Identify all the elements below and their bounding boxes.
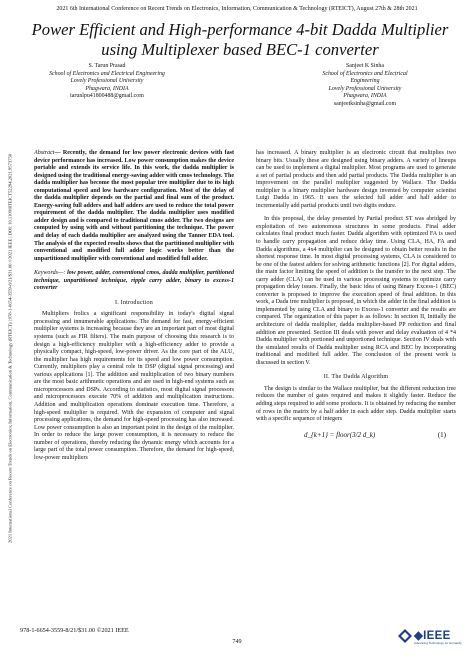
- author-city: Phagwara, INDIA: [85, 85, 129, 92]
- author-name: S. Tarun Prasad: [88, 63, 126, 69]
- ieee-logo: [398, 628, 462, 650]
- abstract-label: Abstract: [34, 150, 55, 156]
- author-email[interactable]: tarunlpu41800488@gmail.com: [70, 93, 144, 100]
- ieee-logo-word: ◆IEEE: [414, 630, 451, 642]
- author-univ: Lovely Professional University: [70, 78, 144, 85]
- footer-isbn: 978-1-6654-3559-8/21/$31.00 ©2021 IEEE: [20, 627, 129, 634]
- equation-number: (1): [437, 430, 446, 439]
- abstract-text: — Recently, the demand for low power electronic devices with fast device performance has increased. Low power consumption makes the device portable and extends its service life. In this work, the dadda multiplier is designed using the traditional energy-saving adder with cmos technology. The dadda multiplier has become the most popular tree multiplier due to its high computational speed and low hardware configuration. Most of the delay of the dadda multiplier depends on the partial and final sum of the product. Energy-saving full adders and half adders are used to reduce the total power requirement of the dadda multiplier. The dadda multiplier uses modified adder design and is compared to traditional cmos adder. The two designs are computed by using with and without partitioning the technique. The power and delay of each dadda multiplier are analyzed using the Tanner EDA tool. The analysis of the expected results shows that the partitioned multiplier with conventional and modified full adder logic works better than the unpartitioned multiplier with conventional and modified full adder.: [34, 150, 235, 262]
- ieee-diamond-icon: [398, 629, 412, 643]
- section-heading-introduction: I. Introduction: [115, 299, 153, 306]
- equation-formula: d_{k+1} = floor(3/2 d_k): [304, 430, 376, 439]
- side-margin-text: 2021 International Conference on Recent Trends on Electronics, Information, Communication & Technology (RTEICT) | 978-1-6654-3559-8/21/$31.00 ©2021 IEEE | DOI: 10.1109/RTEICT52294.2021.9573750: [7, 153, 13, 544]
- author-email[interactable]: sanjeetksinha@gmail.com: [333, 100, 397, 107]
- left-column: [34, 150, 234, 462]
- ieee-logo-tagline: Advancing Technology for Humanity: [414, 641, 462, 645]
- equation: [256, 430, 456, 446]
- author-dept: School of Electronics and Electrical Engineering: [49, 70, 165, 77]
- keywords: [34, 270, 234, 293]
- paper-title: Power Efficient and High-performance 4-bit Dadda Multiplier using Multiplexer based BEC-1 converter: [31, 20, 449, 59]
- author-dept-line2: Engineering: [350, 78, 380, 85]
- section-heading-dadda: II. The Dadda Algorithm: [323, 374, 389, 381]
- paragraph: In this proposal, the delay presented by Partial product ST was abridged by exploitation of two autonomous structures in some products. Final adder calculates final product much faster. Dadda algorithm with optimized FA is used to handle carry propagation and reduce delay time. Using CLA, HA, FA and Dadda algorithms, a 4x4 multiplier can be designed to obtain better results in the shortest response time. In most digital processing systems, CLA is considered to be one of the fastest adders for solving arithmetic functions [2]. For digital adders, the main factor limiting the speed of addition is the transfer to the next step. The carry adder (CLA) can be used in various processing systems to optimize carry propagation delay issues. Finally, the basic idea of using Binary Excess-1 (BEC) converter is proposed to improve the execution speed of final addition. In this work, a Dada tree multiplier is proposed, in which the adder in the final addition is implemented by using CLA and binary to Excess-1 converter and the results are compared. The organization of this paper is as follows: In section II, Initially the architecture of dadda multiplier, dadda multiplier-based PP reduction and final addition are presented. Section III deals with power and delay evaluation of 4 *4 Dadda multiplier with portioned and unportioned technique. Section IV deals with the simulated results of Dadda multiplier using RCA and BEC by incorporating traditional and modified full adder. The conclusion of the present work is discussed in section V.: [256, 216, 456, 366]
- author-dept: School of Electronics and Electrical: [322, 70, 408, 77]
- keywords-label: Keywords—:: [34, 270, 66, 277]
- author-block-2: [280, 63, 450, 109]
- paragraph: has increased. A binary multiplier is an electronic circuit that multiplies two binary bits. Usually these are designed using binary adders. A variety of lineups can be used to implement a digital multiplier. Most programs are used to generate a set of partial products and then add partial products. The Dadda multiplier is an improvement on the parallel multiplier suggested by Wallace. The Dadda multiplier is a binary multiplier hardware design invented by computer scientist Luigi Dadda in 1965. It uses the selected full adder and half adder to incrementally add partial products until two digits endure.: [256, 150, 456, 209]
- paragraph: The design is similar to the Wallace multiplier, but the different reduction tree reduces the number of gates required and makes it slightly faster. Reduce the adding steps required to add some products. It is obtained by reducing the number of rows in the matrix by a half adder in each adder step. Dadda multiplier starts with a specific sequence of integers: [256, 385, 456, 423]
- conference-header: 2021 6th International Conference on Recent Trends on Electronics, Information, Communication & Technology (RTEICT), August 27th & 28th 2021: [56, 6, 418, 12]
- author-name: Sanjeet K Sinha: [346, 63, 384, 69]
- intro-paragraph: Multipliers frolics a significant responsibility in today's digital signal processing and innumerable applications. The demand for fast, energy-efficient multiplier systems is increasing because they are an important part of most digital systems (such as FIR filters). The main purpose of choosing this research is to design a high-efficiency multiplier with a high-efficiency adder to provide a physically compact, high-speed, low-power driver. As the core part of the ALU, the multiplier has high requirements for its speed and low power consumption. Currently, multipliers play a central role in DSP (digital signal processing) and various applications [1]. The addition and multiplication of two binary numbers are the most basic arithmetic operations and are used in high-end systems such as microprocessors and DSPs. According to statistics, most digital signal processors and microprocessors execute 70% of addition and multiplication instructions. Addition and multiplication operations dominate execution time. Therefore, a high-speed multiplier is required. With the expansion of computer and signal processing applications, the demand for high-speed processing has also increased. Low power consumption is also an important point in the design of the multiplier. In order to reduce the large power consumption, it is necessary to reduce the number of operations, thereby reducing the dynamic energy which accounts for a large part of the total power consumption. Therefore, the demand for high-speed, low-power multipliers: [34, 311, 234, 461]
- keywords-text: low power, adder, conventional cmos, dadda multiplier, partitioned technique, unpartitioned technique, ripple carry adder, binary to excess-1 converter: [34, 270, 234, 292]
- author-block-1: [22, 63, 192, 101]
- author-city: Phagwara, INDIA: [343, 93, 387, 100]
- author-univ: Lovely Professional University: [328, 85, 402, 92]
- right-column: [256, 150, 456, 446]
- abstract: [34, 150, 234, 263]
- page-number: 749: [232, 638, 242, 645]
